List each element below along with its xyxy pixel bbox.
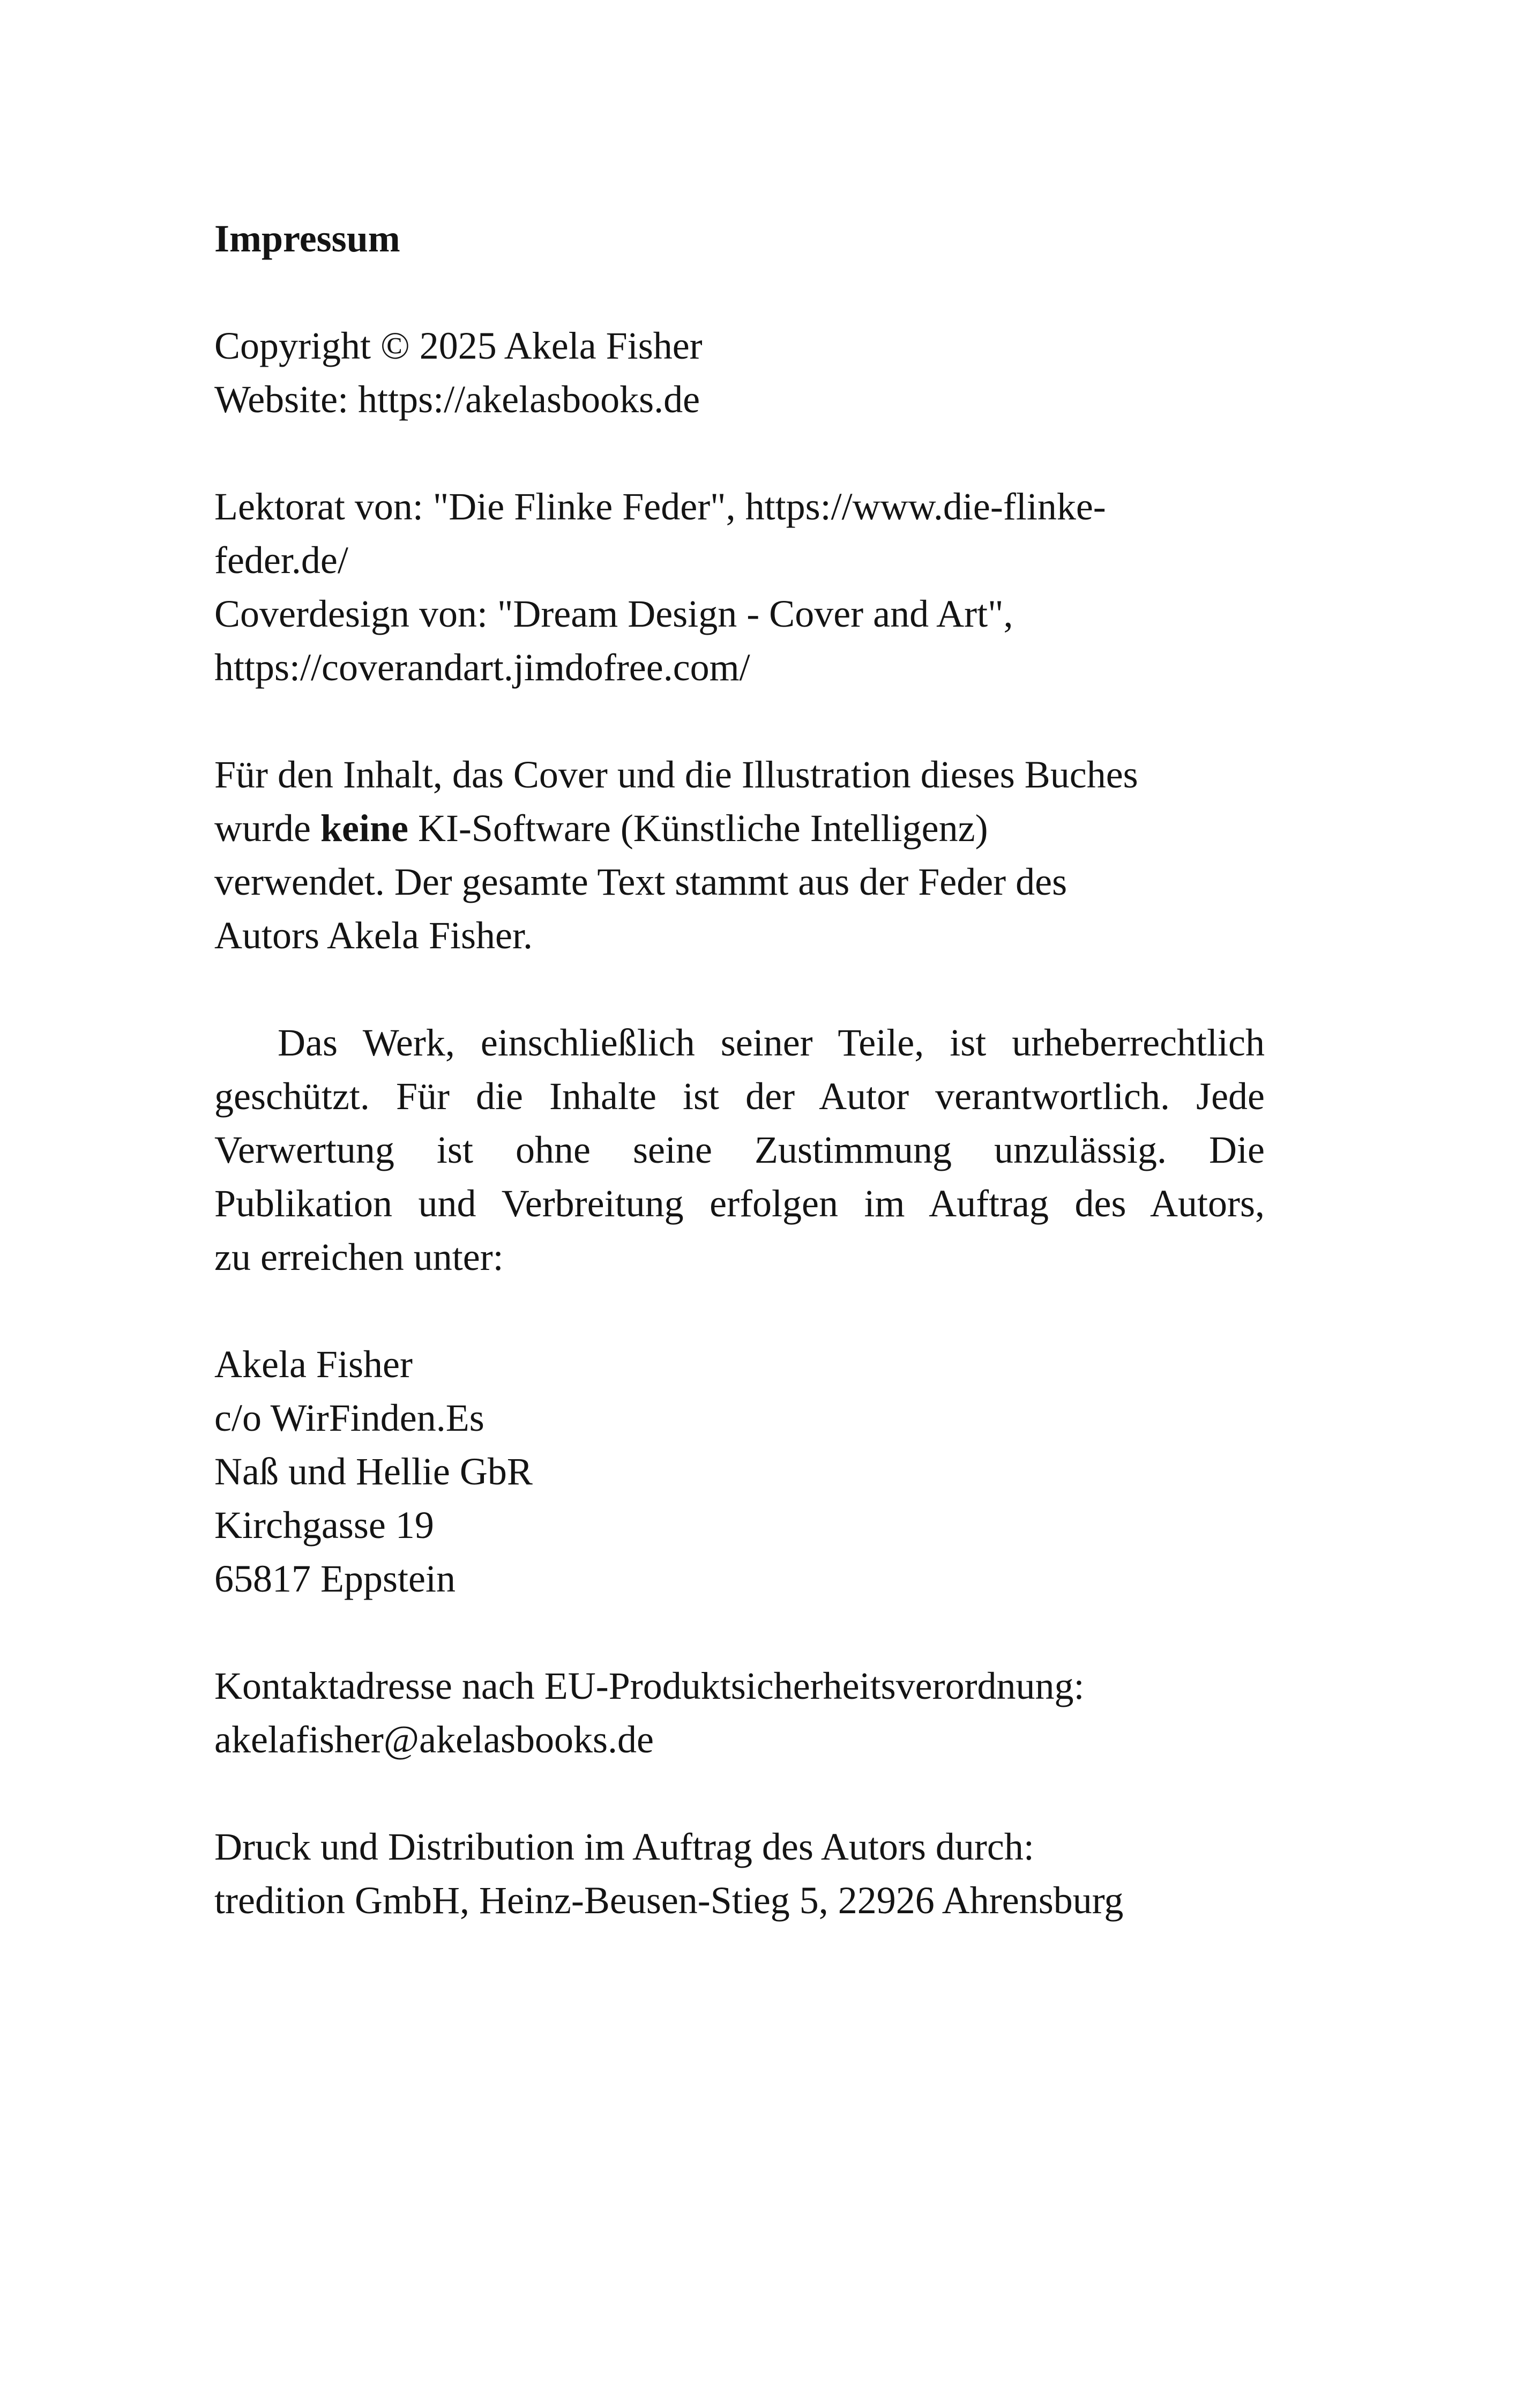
rights-paragraph	[214, 1016, 1265, 1284]
editing-credit-line-continued: feder.de/	[214, 539, 348, 582]
rights-line: Publikation und Verbreitung erfolgen im Auftrag des Autors,	[214, 1182, 1265, 1225]
ai-notice-line: verwendet. Der gesamte Text stammt aus der Feder des	[214, 860, 1067, 903]
contact-email: akelafisher@akelasbooks.de	[214, 1718, 654, 1761]
rights-line: Verwertung ist ohne seine Zustimmung unzulässig. Die	[214, 1128, 1265, 1171]
website-line: Website: https://akelasbooks.de	[214, 378, 700, 421]
ai-notice-text: KI-Software (Künstliche Intelligenz)	[408, 807, 988, 850]
ai-notice-text: wurde	[214, 807, 320, 850]
ai-notice-line	[214, 801, 1265, 855]
address-block	[214, 1337, 1265, 1606]
rights-line: Das Werk, einschließlich seiner Teile, ist urheberrechtlich	[278, 1021, 1265, 1064]
print-block	[214, 1820, 1265, 1927]
credits-block	[214, 480, 1265, 694]
print-address: tredition GmbH, Heinz-Beusen-Stieg 5, 22926 Ahrensburg	[214, 1879, 1124, 1922]
ai-notice-block	[214, 748, 1265, 962]
imprint-content	[214, 212, 1265, 1981]
rights-line: geschützt. Für die Inhalte ist der Autor verantwortlich. Jede	[214, 1075, 1265, 1118]
contact-block	[214, 1659, 1265, 1766]
rights-line: zu erreichen unter:	[214, 1236, 504, 1279]
address-company: Naß und Hellie GbR	[214, 1450, 533, 1493]
page-title: Impressum	[214, 217, 400, 260]
copyright-line: Copyright © 2025 Akela Fisher	[214, 324, 703, 367]
cover-credit-url: https://coverandart.jimdofree.com/	[214, 646, 750, 689]
print-label: Druck und Distribution im Auftrag des Autors durch:	[214, 1825, 1034, 1868]
address-name: Akela Fisher	[214, 1343, 413, 1386]
ai-notice-line: Für den Inhalt, das Cover und die Illustration dieses Buches	[214, 753, 1138, 796]
ai-notice-line: Autors Akela Fisher.	[214, 914, 533, 957]
contact-label: Kontaktadresse nach EU-Produktsicherheitsverordnung:	[214, 1664, 1085, 1707]
address-city: 65817 Eppstein	[214, 1557, 456, 1600]
address-street: Kirchgasse 19	[214, 1504, 434, 1547]
editing-credit-line: Lektorat von: "Die Flinke Feder", https://www.die-flinke-	[214, 485, 1106, 528]
cover-credit-line: Coverdesign von: "Dream Design - Cover and Art",	[214, 592, 1013, 635]
address-care-of: c/o WirFinden.Es	[214, 1396, 484, 1439]
ai-notice-emphasis: keine	[320, 807, 408, 850]
copyright-block	[214, 319, 1265, 426]
